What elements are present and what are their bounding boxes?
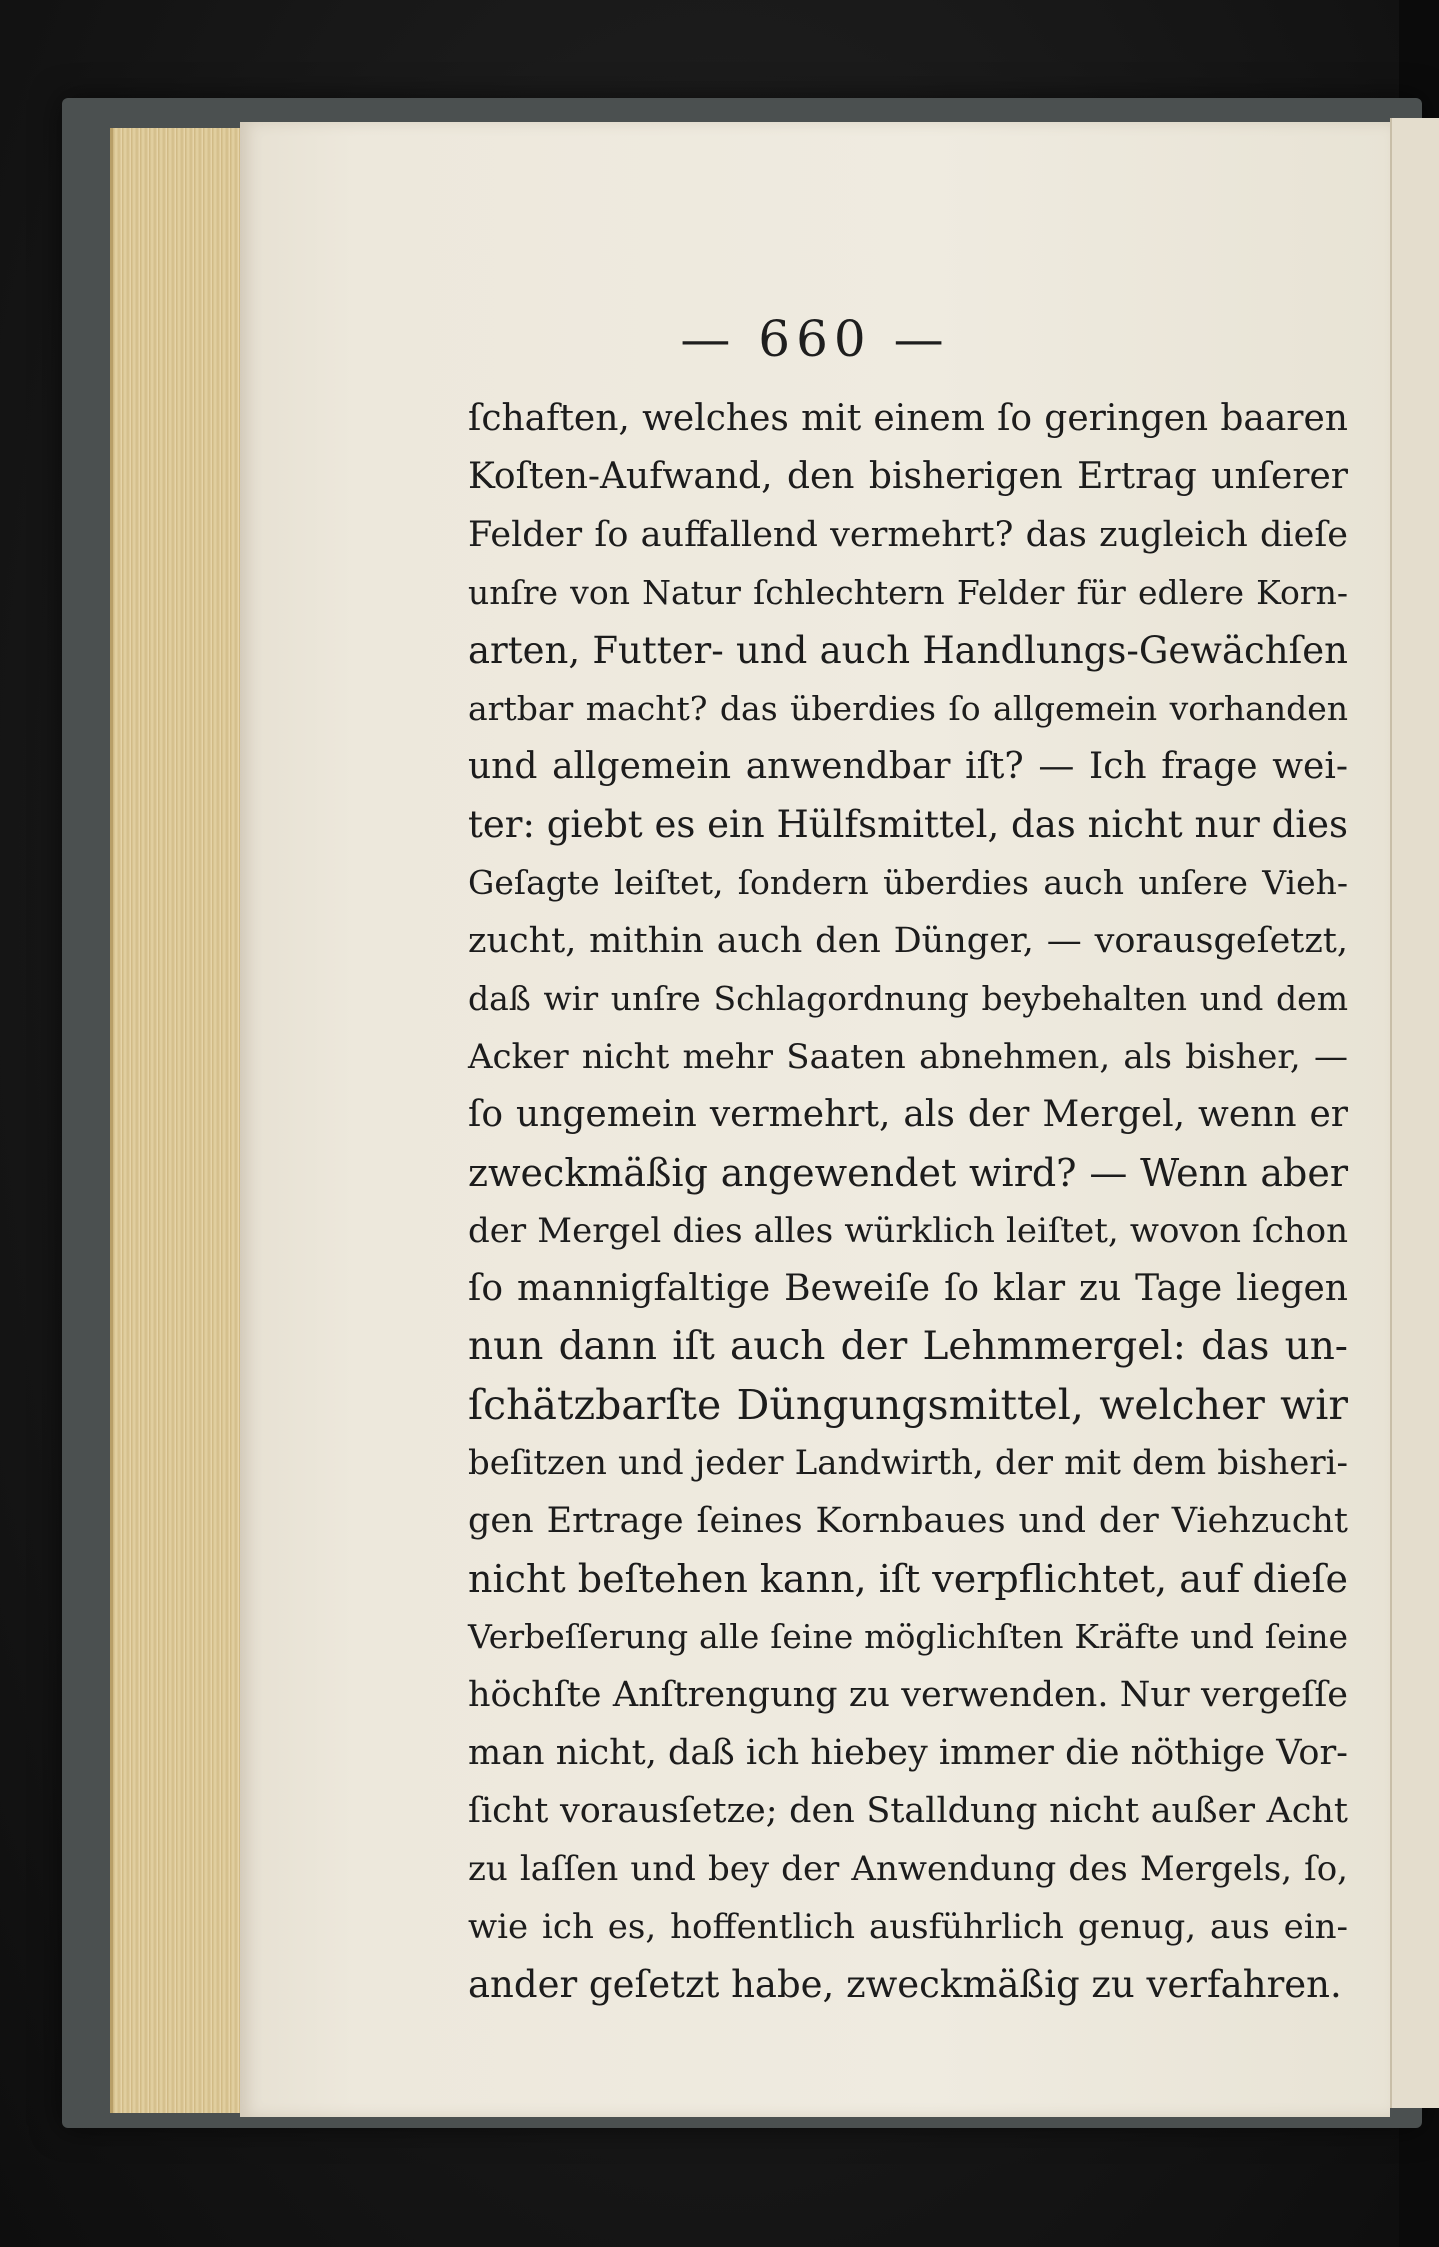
text-line: wie ich es, hoffentlich ausführlich genug, aus ein- [468, 1907, 1348, 1947]
text-line: höchſte Anſtrengung zu verwenden. Nur vergeſſe [468, 1675, 1348, 1715]
book-page [240, 122, 1390, 2117]
text-line: beſitzen und jeder Landwirth, der mit dem bisheri- [468, 1443, 1348, 1483]
text-line: Koſten-Aufwand, den bisherigen Ertrag unſerer [468, 456, 1348, 497]
page-edges [110, 128, 243, 2113]
text-line: ſo ungemein vermehrt, als der Mergel, wenn er [468, 1094, 1348, 1135]
text-line: zweckmäßig angewendet wird? — Wenn aber [468, 1151, 1348, 1195]
text-line: arten, Futter- und auch Handlungs-Gewächſen [468, 629, 1348, 672]
text-line: artbar macht? das überdies ſo allgemein vorhanden [468, 689, 1348, 728]
body-text [468, 390, 1348, 2014]
text-line: zu laſſen und bey der Anwendung des Mergels, ſo, [468, 1849, 1348, 1889]
text-line: der Mergel dies alles würklich leiſtet, wovon ſchon [468, 1211, 1348, 1251]
text-line: daß wir unſre Schlagordnung beybehalten und dem [468, 979, 1348, 1018]
text-line: Verbeſſerung alle ſeine möglichſten Kräfte und ſeine [468, 1617, 1348, 1656]
text-line: nun dann iſt auch der Lehmmergel: das un- [468, 1324, 1348, 1369]
text-line: ſicht vorausſetze; den Stalldung nicht außer Acht [468, 1791, 1348, 1831]
text-line: ſchätzbarſte Düngungsmittel, welcher wir [468, 1381, 1348, 1429]
text-line: ter: giebt es ein Hülfsmittel, das nicht nur dies [468, 803, 1348, 846]
text-line: Acker nicht mehr Saaten abnehmen, als bisher, — [468, 1037, 1348, 1077]
text-line: nicht beſtehen kann, iſt verpflichtet, auf dieſe [468, 1557, 1348, 1601]
text-line: ſo mannigfaltige Beweiſe ſo klar zu Tage liegen [468, 1268, 1348, 1309]
page-number: — 660 — [680, 310, 950, 368]
text-line: zucht, mithin auch den Dünger, — vorausgeſetzt, [468, 921, 1348, 961]
text-line: man nicht, daß ich hiebey immer die nöthige Vor- [468, 1733, 1348, 1773]
text-line: Felder ſo auffallend vermehrt? das zugleich dieſe [468, 515, 1348, 555]
text-line: unſre von Natur ſchlechtern Felder für edlere Korn- [468, 573, 1348, 612]
text-line: ſchaften, welches mit einem ſo geringen baaren [468, 398, 1348, 439]
adjacent-page-edge [1390, 118, 1439, 2108]
text-line: und allgemein anwendbar iſt? — Ich frage wei- [468, 746, 1348, 787]
text-line: ander geſetzt habe, zweckmäßig zu verfahren. [468, 1963, 1342, 2006]
text-line: gen Ertrage ſeines Kornbaues und der Viehzucht [468, 1501, 1348, 1541]
text-line: Geſagte leiſtet, ſondern überdies auch unſere Vieh- [468, 863, 1348, 902]
